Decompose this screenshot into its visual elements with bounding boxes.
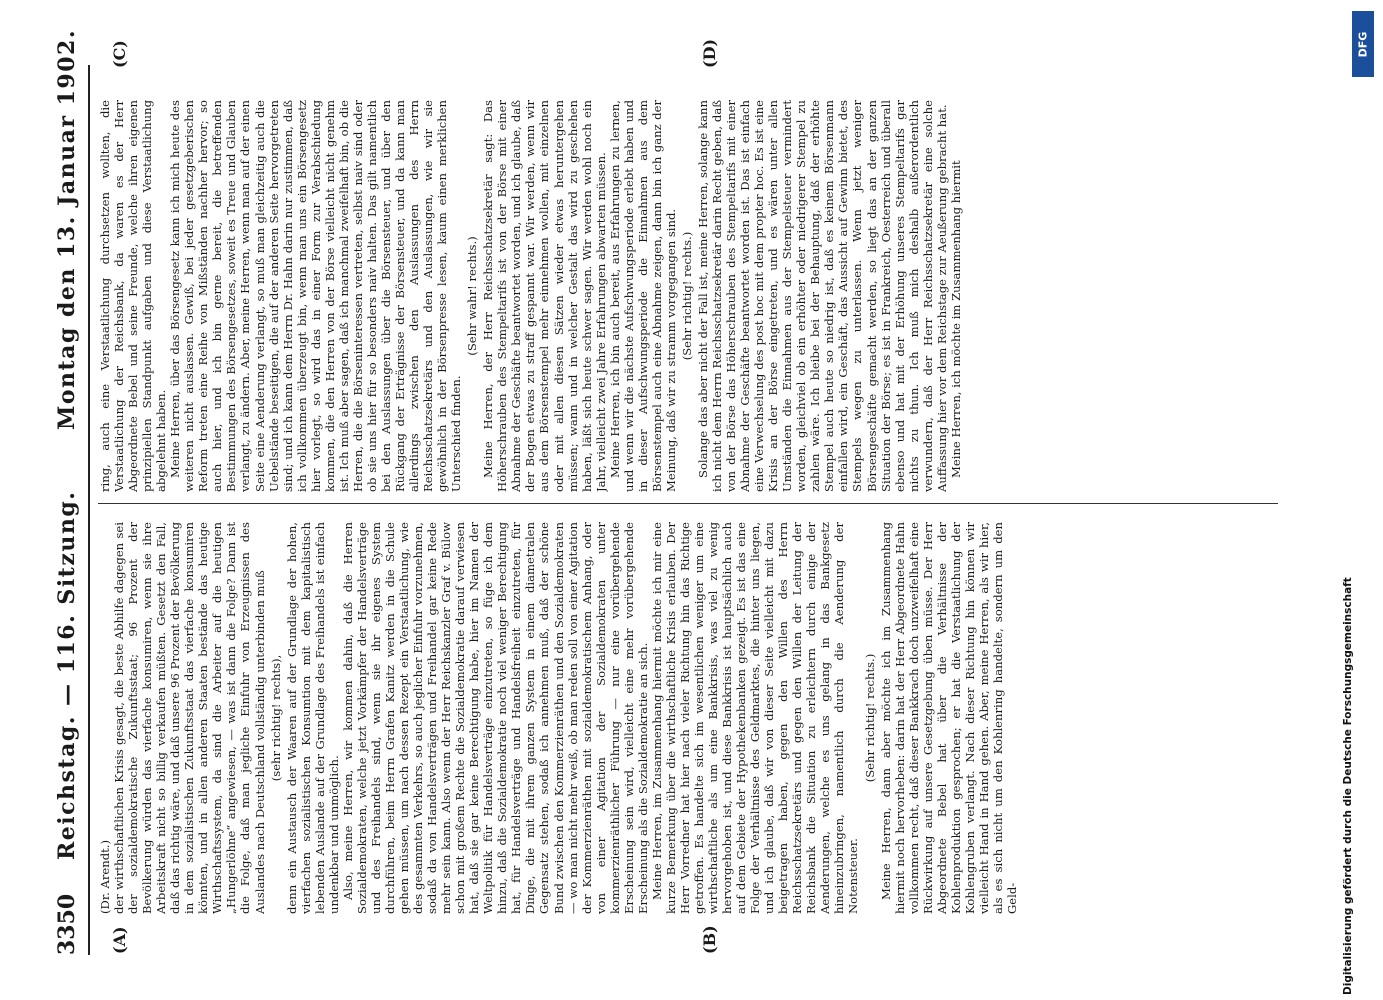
paragraph: Solange das aber nicht der Fall ist, meine Herren, solange kann ich nicht dem Herrn Reichsschatzsekretär darin Recht geben, daß von der Börse das Höherschrauben des Stempeltarifs mit einer Abnahme der Geschäfte beantwortet worden ist. Das ist einfach eine Verwechselung des post hoc mit dem propter hoc. Es ist eine Krisis an der Börse eingetreten, und es wären unter allen Umständen die Einnahmen aus der Stempelsteuer vermindert worden, gleichviel ob ein erhöhter oder niedrigerer Stempel zu zahlen wäre. Ich bleibe bei der Behauptung, daß der erhöhte Stempel auch heute so niedrig ist, daß es keinem Börsenmann einfallen wird, ein Geschäft, das Aussicht auf Gewinn bietet, des Stempels wegen zu unterlassen. Wenn jetzt weniger Börsengeschäfte gemacht werden, so liegt das an der ganzen Situation der Börse; es ist in Frankreich, Oesterreich und überall ebenso und hat mit der Erhöhung unseres Stempeltarifs gar nichts zu thun. Ich muß mich deshalb außerordentlich verwundern, daß der Herr Reichsschatzsekretär eine solche Auffassung hier vor dem Reichstage zur Aeußerung gebracht hat. [695, 100, 949, 492]
paragraph: Meine Herren, dann aber möchte ich im Zusammenhang hiermit noch hervorheben: darin hat der Herr Abgeordnete Hahn vollkommen recht, daß dieser Bankkrach doch unzweifelhaft eine Rückwirkung auf unsere Gesetzgebung üben müsse. Der Herr Abgeordnete Bebel hat über die Verhältnisse der Kohlenproduktion gesprochen; er hat die Verstaatlichung der Kohlengruben verlangt. Nach dieser Richtung hin können wir vielleicht Hand in Hand gehen. Aber, meine Herren, als wir hier, als es sich nicht um den Kohlenring handelte, sondern um den Geld- [878, 522, 1019, 914]
paragraph: Also, meine Herren, wir kommen dahin, daß die Herren Sozialdemokraten, welche jetzt Vorkämpfer der Handelsverträge und des Freihandels sind, wenn sie ihr eigenes System durchführen, beim Herrn Grafen Kanitz werden in die Schule gehen müssen, um nach dessen Rezept ein Verstaatlichung, wie des gesammten Verkehrs, so auch jeglicher Einfuhr vorzunehmen, sodaß da von Handelsverträgen und Freihandel gar keine Rede mehr sein kann. Also wenn der Herr Reichskanzler Graf v. Bülow schon mit großem Rechte die Sozialdemokratie darauf verwiesen hat, daß sie gar keine Berechtigung habe, hier im Namen der Weltpolitik für Handelsverträge einzutreten, so füge ich dem hinzu, daß die Sozialdemokratie noch viel weniger Berechtigung hat, für Handelsverträge und Handelsfreiheit einzutreten, für Dinge, die mit ihrem ganzen System in einem diametralen Gegensatz stehen, sodaß ich annehmen muß, daß der schöne Bund zwischen den Kommerzienräthen und den Sozialdemokraten — wo man nicht mehr weiß, ob man reden soll von einer Agitation der Kommerzienräthen mit sozialdemokratischem Anhang, oder von einer Agitation der Sozialdemokraten unter kommerzienräthlicher Führung — nur eine vorübergehende Erscheinung sein wird, vielleicht eine mehr vorübergehende Erscheinung als die Sozialdemokratie an sich. [340, 522, 650, 914]
column-rule [98, 503, 1278, 504]
credit-text: Digitalisierung gefördert durch die Deutsche Forschungsgemeinschaft [1342, 577, 1354, 995]
session-title: Reichstag. — 116. Sitzung. [54, 490, 80, 860]
digitization-credit [1318, 5, 1378, 995]
paragraph: (Sehr richtig! rechts.) [862, 653, 877, 783]
header-rule [88, 65, 90, 955]
margin-letter-b: (B) [700, 925, 719, 954]
paragraph: Meine Herren, ich möchte im Zusammenhang hiermit [948, 160, 963, 478]
page-header [50, 20, 84, 955]
page-number: 3350 [54, 893, 80, 955]
text-column-right [98, 100, 1278, 492]
margin-letter-a: (A) [110, 926, 129, 954]
session-date: Montag den 13. Januar 1902. [54, 29, 80, 430]
paragraph: ring, auch eine Verstaatlichung durchsetzen wollten, die Verstaatlichung der Reichsbank, da waren es der Herr Abgeordnete Bebel und seine Freunde, welche ihren eigenen prinzipiellen Standpunkt aufgaben und diese Verstaatlichung abgelehnt haben. [98, 100, 169, 492]
paragraph: Meine Herren, der Herr Reichsschatzsekretär sagt: Das Höherschrauben des Stempeltarifs ist von der Börse mit einer Abnahme der Geschäfte beantwortet worden, und ich glaube, daß der Bogen etwas zu straff gespannt war. Wir werden, wenn wir aus dem Börsenstempel mehr einnehmen wollen, mit einzelnen oder mit allen diesen Sätzen wieder etwas heruntergehen müssen; wann und in welcher Gestalt das wird zu geschehen haben, läßt sich heute schwer sagen. Wir werden wohl noch ein Jahr, vielleicht zwei Jahre Erfahrungen abwarten müssen. [481, 100, 608, 492]
paragraph: (sehr richtig! rechts), [268, 654, 283, 782]
paragraph: (Dr. Arendt.) [98, 840, 112, 914]
text-column-left [98, 522, 1278, 914]
paragraph: (Sehr richtig! rechts.) [679, 231, 694, 361]
margin-letter-d: (D) [700, 38, 719, 68]
paragraph: denn ein Austausch der Waaren auf der Grundlage der hohen, vierfachen sozialistischen Konsumtion mit dem kapitalistisch lebenden Auslande auf der Grundlage des Freihandels ist einfach undenkbar und unmöglich. [284, 522, 341, 914]
paragraph: Meine Herren, im Zusammenhang hiermit möchte ich mir eine kurze Bemerkung über die wirthschaftliche Krisis erlauben. Der Herr Vorredner hat hier nach vieler Richtung hin das Richtige getroffen. Es handelte sich im wesentlichen weniger um eine wirthschaftliche als um eine Bankkrisis, was viel zu wenig hervorgehoben ist, und diese Bankkrisis ist hauptsächlich auch auf dem Gebiete der Hypothekenbanken gezeigt. Es ist das eine Folge der Verhältnisse des Geldmarktes, die hinter uns liegen, und ich glaube, daß wir von dieser Seite vielleicht mit dazu beigetragen haben, gegen den Willen des Herrn Reichsschatzsekretärs und gegen den Willen der Leitung der Reichsbank die Situation zu erleichtern durch einige der Aenderungen, welche es uns gelang in das Bankgesetz hineinzubringen, namentlich durch die Aenderung der Notensteuer. [649, 522, 861, 914]
paragraph: der wirthschaftlichen Krisis gesagt, die beste Abhilfe dagegen sei der sozialdemokratische Zukunftsstaat; 96 Prozent der Bevölkerung würden das vierfache konsumiren, wenn sie ihre Arbeitskraft nicht so billig verkaufen müßten. Gesetzt den Fall, daß das richtig wäre, und daß unsere 96 Prozent der Bevölkerung in dem sozialistischen Zukunftsstaat das vierfache konsumiren könnten, und in allen anderen Staaten bestände das heutige Wirthschaftssystem, da sind die Arbeiter auf die heutigen „Hungerlöhne“ angewiesen, — was ist dann die Folge? Dann ist die Folge, daß man jegliche Einfuhr von Erzeugnissen des Auslandes nach Deutschland vollständig unterbinden muß [112, 522, 267, 914]
paragraph: Meine Herren, ich bin auch bereit, aus Erfahrungen zu lernen, und wenn wir die nächste Aufschwungsperiode erlebt haben und in dieser Aufschwungsperiode die Einnahmen aus dem Börsenstempel auch eine Abnahme zeigen, dann bin ich ganz der Meinung, daß wir zu stramm vorgegangen sind. [607, 100, 678, 492]
paragraph: (Sehr wahr! rechts.) [465, 236, 480, 356]
dfg-logo: DFG [1352, 11, 1374, 77]
margin-letter-c: (C) [110, 40, 129, 68]
paragraph: Meine Herren, über das Börsengesetz kann ich mich heute des weiteren nicht auslassen. Gewiß, bei jeder gesetzgeberischen Reform treten eine Reihe von Mißständen nachher hervor; so auch hier, und ich bin gerne bereit, die betreffenden Bestimmungen des Börsengesetzes, soweit es Treue und Glauben verlangt, zu ändern. Aber, meine Herren, wenn man auf der einen Seite eine Aenderung verlangt, so muß man gleichzeitig auch die Uebelstände beseitigen, die auf der anderen Seite hervorgetreten sind; und ich kann dem Herrn Dr. Hahn darin nur zustimmen, daß ich vollkommen überzeugt bin, wenn man uns ein Börsengesetz hier vorlegt, so wird das in einer Form zur Verabschiedung kommen, die den Herren von der Börse vielleicht nicht genehm ist. Ich muß aber sagen, daß ich manchmal zweifelhaft bin, ob die Herren, die die Börseninteressen vertreten, selbst naiv sind oder ob sie uns hier für so besonders naiv halten. Das gilt namentlich bei den Auslassungen über die Börsensteuer, und über den Rückgang der Erträgnisse der Börsensteuer, und da kann man allerdings zwischen den Auslassungen des Herrn Reichsschatzsekretärs und den Auslassungen, wie wir sie gewöhnlich in der Börsenpresse lesen, kaum einen merklichen Unterschied finden. [168, 100, 464, 492]
